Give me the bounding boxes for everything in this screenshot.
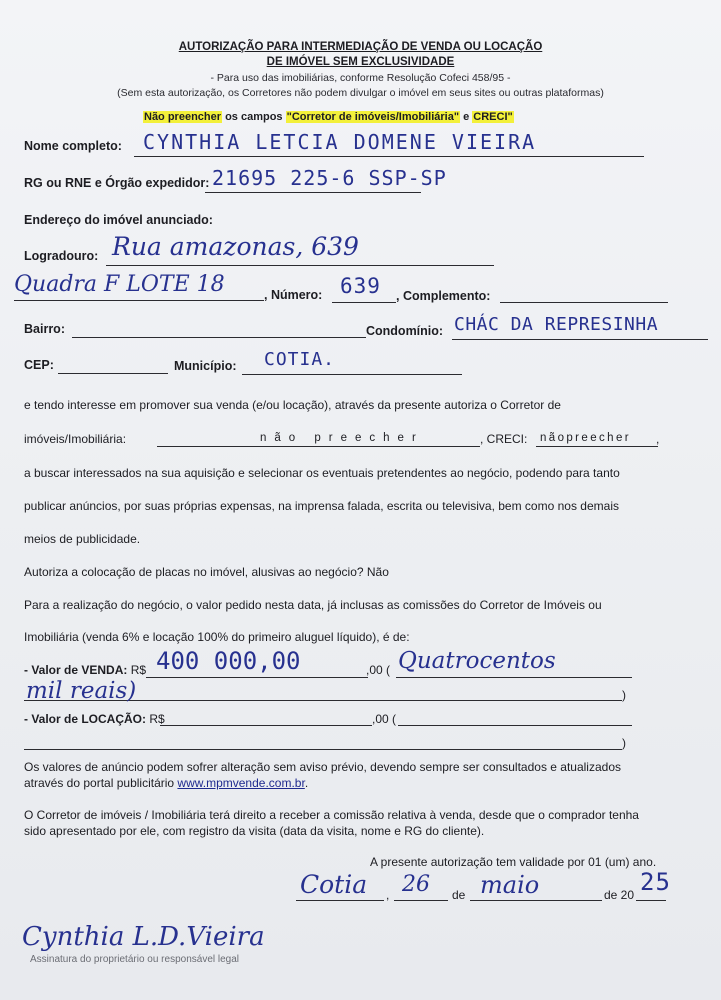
dia-line <box>394 900 448 901</box>
cidade-field[interactable]: Cotia <box>300 870 368 899</box>
endereco-label: Endereço do imóvel anunciado: <box>24 213 213 227</box>
rg-line <box>205 192 421 193</box>
cep-label: CEP: <box>24 358 54 372</box>
venda-close-paren: ) <box>622 688 626 702</box>
body-paragraph-7: Imobiliária (venda 6% e locação 100% do primeiro aluguel líquido), é de: <box>24 630 410 644</box>
validade-text: A presente autorização tem validade por 01 (um) ano. <box>370 855 657 869</box>
locacao-label: - Valor de LOCAÇÃO: <box>24 712 147 726</box>
footer-note-1c: . <box>304 776 309 790</box>
footer-note-1b-row <box>24 776 308 790</box>
rg-field[interactable]: 21695 225-6 SSP-SP <box>212 166 447 190</box>
logradouro-line <box>106 265 494 266</box>
condominio-field[interactable]: CHÁC DA REPRESINHA <box>454 314 659 335</box>
municipio-label: Município: <box>174 359 237 373</box>
footer-note-2b: sido apresentado por ele, com registro da visita (data da visita, nome e RG do cliente). <box>24 824 485 838</box>
body-paragraph-2: a buscar interessados na sua aquisição e selecionar os eventuais pretendentes ao negócio, podendo para tanto <box>24 466 620 480</box>
logradouro-field[interactable]: Rua amazonas, 639 <box>112 232 359 261</box>
locacao-extenso-line2 <box>24 749 622 750</box>
cidade-line <box>296 900 384 901</box>
date-de-1: de <box>452 888 466 902</box>
municipio-line <box>242 374 462 375</box>
venda-currency: R$ <box>130 663 147 677</box>
nome-line <box>134 156 644 157</box>
quadra-line <box>14 300 264 301</box>
condominio-label: Condomínio: <box>366 324 444 338</box>
document-title-line2: DE IMÓVEL SEM EXCLUSIVIDADE <box>266 56 455 68</box>
body-paragraph-6: Para a realização do negócio, o valor pedido nesta data, já inclusas as comissões do Corretor de Imóveis ou <box>24 598 602 612</box>
locacao-extenso-line1 <box>398 725 632 726</box>
numero-line <box>332 302 396 303</box>
instruction-highlight-a: Não preencher <box>144 111 222 123</box>
bairro-line <box>72 337 366 338</box>
owner-signature: Cynthia L.D.Vieira <box>22 922 265 952</box>
authorization-note: (Sem esta autorização, os Corretores não podem divulgar o imóvel em seus sites ou outras plataformas) <box>117 87 604 99</box>
instruction-highlight-e: CRECI" <box>473 111 513 123</box>
imobiliaria-line <box>157 446 480 447</box>
ano-line <box>636 900 666 901</box>
dia-field[interactable]: 26 <box>402 872 430 897</box>
nome-field[interactable]: CYNTHIA LETCIA DOMENE VIEIRA <box>143 130 537 154</box>
venda-cents: ,00 ( <box>366 663 391 677</box>
venda-extenso-line1 <box>396 677 632 678</box>
body-paragraph-4: meios de publicidade. <box>24 532 141 546</box>
imobiliaria-label: imóveis/Imobiliária: <box>24 432 127 446</box>
signature-caption: Assinatura do proprietário ou responsável legal <box>30 954 240 965</box>
mes-line <box>470 900 602 901</box>
venda-label-row <box>24 663 146 677</box>
venda-extenso-1[interactable]: Quatrocentos <box>398 648 556 674</box>
cep-line <box>58 373 168 374</box>
complemento-line <box>500 302 668 303</box>
venda-label: - Valor de VENDA: <box>24 663 128 677</box>
logradouro-label: Logradouro: <box>24 249 99 263</box>
condominio-line <box>452 339 708 340</box>
instruction-text-d: e <box>460 111 473 123</box>
bairro-label: Bairro: <box>24 322 65 336</box>
rg-label: RG ou RNE e Órgão expedidor: <box>24 176 210 190</box>
placas-question: Autoriza a colocação de placas no imóvel, alusivas ao negócio? Não <box>24 565 389 579</box>
date-comma: , <box>386 888 390 902</box>
date-de-ano: de 20 <box>604 888 635 902</box>
locacao-cents: ,00 ( <box>372 712 397 726</box>
instruction-text-b: os campos <box>222 111 286 123</box>
body-paragraph-3: publicar anúncios, por suas próprias expensas, na imprensa falada, escrita ou televisiva, bem como nos demais <box>24 499 619 513</box>
municipio-field[interactable]: COTIA. <box>264 349 336 370</box>
quadra-field[interactable]: Quadra F LOTE 18 <box>14 272 225 297</box>
complemento-label: , Complemento: <box>396 289 491 303</box>
locacao-currency: R$ <box>149 712 165 726</box>
portal-link[interactable]: www.mpmvende.com.br <box>177 776 305 790</box>
footer-note-1a: Os valores de anúncio podem sofrer alteração sem aviso prévio, devendo sempre ser consultados e atualizados <box>24 760 621 774</box>
creci-label: , CRECI: <box>480 432 528 446</box>
creci-line <box>536 446 658 447</box>
fill-instruction <box>143 111 514 123</box>
locacao-line <box>160 725 372 726</box>
numero-label: , Número: <box>264 288 323 302</box>
venda-extenso-2[interactable]: mil reais) <box>26 678 137 704</box>
signature-block <box>22 912 265 965</box>
numero-field[interactable]: 639 <box>340 274 381 298</box>
mes-field[interactable]: maio <box>480 871 540 899</box>
ano-field[interactable]: 25 <box>640 868 671 896</box>
creci-comma: , <box>656 432 660 446</box>
venda-line <box>146 677 368 678</box>
locacao-close-paren: ) <box>622 736 626 750</box>
footer-note-2a: O Corretor de imóveis / Imobiliária terá direito a receber a comissão relativa à venda, desde que o comprador tenha <box>24 808 639 822</box>
venda-field[interactable]: 400 000,00 <box>156 647 301 675</box>
nome-label: Nome completo: <box>24 139 122 153</box>
resolution-note: - Para uso das imobiliárias, conforme Resolução Cofeci 458/95 - <box>210 72 511 84</box>
footer-note-1b: através do portal publicitário <box>24 776 178 790</box>
document-title-line1: AUTORIZAÇÃO PARA INTERMEDIAÇÃO DE VENDA OU LOCAÇÃO <box>178 41 543 53</box>
imobiliaria-field[interactable]: não preecher <box>260 432 424 444</box>
instruction-highlight-c: "Corretor de imóveis/Imobiliária" <box>286 111 460 123</box>
locacao-label-row <box>24 712 165 726</box>
body-paragraph-1: e tendo interesse em promover sua venda (e/ou locação), através da presente autoriza o Corretor de <box>24 398 561 412</box>
creci-field[interactable]: nãopreecher <box>540 432 631 444</box>
